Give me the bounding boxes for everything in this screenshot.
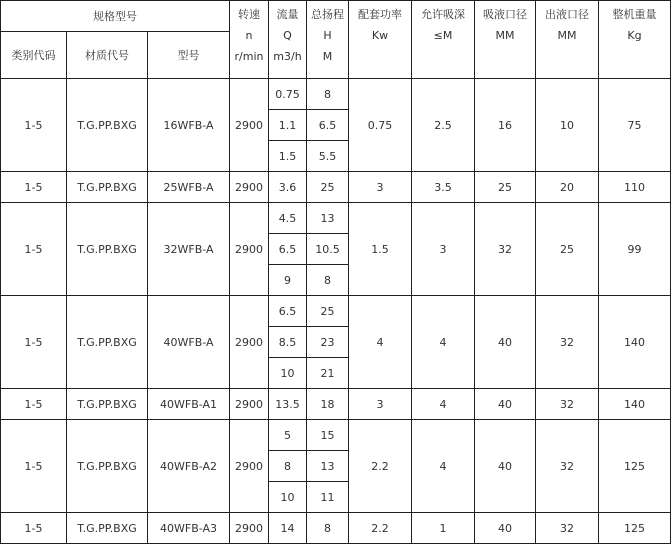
material-code-cell: T.G.PP.BXG — [67, 420, 148, 513]
head-cell: 8 — [307, 79, 349, 110]
inlet-diameter-cell: 25 — [475, 172, 536, 203]
weight-cell: 75 — [599, 79, 671, 172]
flow-cell: 10 — [269, 358, 307, 389]
speed-cell: 2900 — [230, 79, 269, 172]
power-header-label: 配套功率 — [358, 8, 402, 21]
model-cell: 40WFB-A3 — [148, 513, 230, 544]
outlet-diameter-cell: 32 — [536, 513, 599, 544]
weight-cell: 125 — [599, 420, 671, 513]
model-cell: 40WFB-A1 — [148, 389, 230, 420]
power-cell: 2.2 — [349, 420, 412, 513]
head-header-label: 总扬程 — [311, 8, 344, 21]
flow-cell: 13.5 — [269, 389, 307, 420]
outlet-diameter-cell: 25 — [536, 203, 599, 296]
speed-cell: 2900 — [230, 513, 269, 544]
speed-cell: 2900 — [230, 389, 269, 420]
outlet-header — [536, 1, 599, 79]
suction-depth-header-label: 允许吸深 — [421, 8, 465, 21]
power-cell: 3 — [349, 389, 412, 420]
table-row — [1, 389, 671, 420]
flow-cell: 5 — [269, 420, 307, 451]
model-cell: 25WFB-A — [148, 172, 230, 203]
speed-header-unit: r/min — [234, 50, 264, 63]
material-code-cell: T.G.PP.BXG — [67, 389, 148, 420]
outlet-diameter-cell: 32 — [536, 420, 599, 513]
category-code-cell: 1-5 — [1, 296, 67, 389]
model-cell: 40WFB-A — [148, 296, 230, 389]
flow-cell: 9 — [269, 265, 307, 296]
head-cell: 8 — [307, 513, 349, 544]
flow-header-symbol: Q — [283, 29, 292, 42]
weight-header-unit: Kg — [627, 29, 642, 42]
table-row — [1, 172, 671, 203]
power-cell: 0.75 — [349, 79, 412, 172]
head-header — [307, 1, 349, 79]
head-cell: 5.5 — [307, 141, 349, 172]
speed-cell: 2900 — [230, 203, 269, 296]
material-code-cell: T.G.PP.BXG — [67, 172, 148, 203]
material-code-cell: T.G.PP.BXG — [67, 296, 148, 389]
speed-cell: 2900 — [230, 296, 269, 389]
table-row — [1, 420, 671, 451]
weight-header — [599, 1, 671, 79]
inlet-diameter-cell: 32 — [475, 203, 536, 296]
flow-header — [269, 1, 307, 79]
weight-cell: 110 — [599, 172, 671, 203]
speed-cell: 2900 — [230, 420, 269, 513]
flow-cell: 1.5 — [269, 141, 307, 172]
table-row — [1, 203, 671, 234]
suction-depth-cell: 3 — [412, 203, 475, 296]
suction-depth-cell: 4 — [412, 420, 475, 513]
inlet-diameter-cell: 16 — [475, 79, 536, 172]
suction-depth-cell: 4 — [412, 296, 475, 389]
material-code-cell: T.G.PP.BXG — [67, 513, 148, 544]
flow-cell: 3.6 — [269, 172, 307, 203]
category-code-cell: 1-5 — [1, 420, 67, 513]
outlet-header-label: 出液口径 — [545, 8, 589, 21]
head-header-unit: M — [322, 50, 333, 63]
flow-header-unit: m3/h — [273, 50, 302, 63]
power-cell: 2.2 — [349, 513, 412, 544]
outlet-diameter-cell: 10 — [536, 79, 599, 172]
head-cell: 13 — [307, 451, 349, 482]
speed-header-label: 转速 — [238, 8, 260, 21]
outlet-diameter-cell: 32 — [536, 296, 599, 389]
flow-cell: 8 — [269, 451, 307, 482]
flow-cell: 14 — [269, 513, 307, 544]
flow-cell: 4.5 — [269, 203, 307, 234]
flow-cell: 6.5 — [269, 296, 307, 327]
table-row — [1, 296, 671, 327]
weight-cell: 140 — [599, 389, 671, 420]
model-cell: 40WFB-A2 — [148, 420, 230, 513]
inlet-header — [475, 1, 536, 79]
speed-header-symbol: n — [245, 29, 253, 42]
flow-cell: 6.5 — [269, 234, 307, 265]
inlet-header-label: 吸液口径 — [483, 8, 527, 21]
inlet-header-unit: MM — [495, 29, 515, 42]
head-cell: 8 — [307, 265, 349, 296]
head-cell: 15 — [307, 420, 349, 451]
head-cell: 11 — [307, 482, 349, 513]
head-cell: 6.5 — [307, 110, 349, 141]
inlet-diameter-cell: 40 — [475, 513, 536, 544]
flow-cell: 0.75 — [269, 79, 307, 110]
model-cell: 16WFB-A — [148, 79, 230, 172]
speed-header — [230, 1, 269, 79]
material-code-cell: T.G.PP.BXG — [67, 203, 148, 296]
head-cell: 25 — [307, 296, 349, 327]
table-row — [1, 79, 671, 110]
material-code-cell: T.G.PP.BXG — [67, 79, 148, 172]
inlet-diameter-cell: 40 — [475, 389, 536, 420]
flow-header-label: 流量 — [276, 8, 299, 21]
speed-cell: 2900 — [230, 172, 269, 203]
head-cell: 18 — [307, 389, 349, 420]
power-header-unit: Kw — [371, 29, 389, 42]
flow-cell: 1.1 — [269, 110, 307, 141]
category-code-header: 类别代码 — [1, 32, 67, 79]
category-code-cell: 1-5 — [1, 513, 67, 544]
head-cell: 13 — [307, 203, 349, 234]
power-cell: 4 — [349, 296, 412, 389]
head-cell: 10.5 — [307, 234, 349, 265]
weight-header-label: 整机重量 — [612, 8, 657, 21]
table-row — [1, 513, 671, 544]
outlet-header-unit: MM — [557, 29, 577, 42]
power-cell: 1.5 — [349, 203, 412, 296]
outlet-diameter-cell: 32 — [536, 389, 599, 420]
head-header-symbol: H — [323, 29, 332, 42]
suction-depth-cell: 3.5 — [412, 172, 475, 203]
inlet-diameter-cell: 40 — [475, 420, 536, 513]
category-code-cell: 1-5 — [1, 389, 67, 420]
suction-depth-cell: 1 — [412, 513, 475, 544]
head-cell: 21 — [307, 358, 349, 389]
inlet-diameter-cell: 40 — [475, 296, 536, 389]
table-body — [1, 79, 671, 544]
outlet-diameter-cell: 20 — [536, 172, 599, 203]
suction-depth-header-unit: ≤M — [433, 29, 453, 42]
flow-cell: 8.5 — [269, 327, 307, 358]
flow-cell: 10 — [269, 482, 307, 513]
power-cell: 3 — [349, 172, 412, 203]
category-code-cell: 1-5 — [1, 79, 67, 172]
weight-cell: 125 — [599, 513, 671, 544]
suction-depth-cell: 4 — [412, 389, 475, 420]
category-code-cell: 1-5 — [1, 172, 67, 203]
material-code-header: 材质代号 — [67, 32, 148, 79]
head-cell: 23 — [307, 327, 349, 358]
head-cell: 25 — [307, 172, 349, 203]
power-header — [349, 1, 412, 79]
suction-depth-header — [412, 1, 475, 79]
suction-depth-cell: 2.5 — [412, 79, 475, 172]
model-cell: 32WFB-A — [148, 203, 230, 296]
weight-cell: 99 — [599, 203, 671, 296]
spec-group-header: 规格型号 — [1, 1, 230, 32]
model-header: 型号 — [148, 32, 230, 79]
category-code-cell: 1-5 — [1, 203, 67, 296]
weight-cell: 140 — [599, 296, 671, 389]
